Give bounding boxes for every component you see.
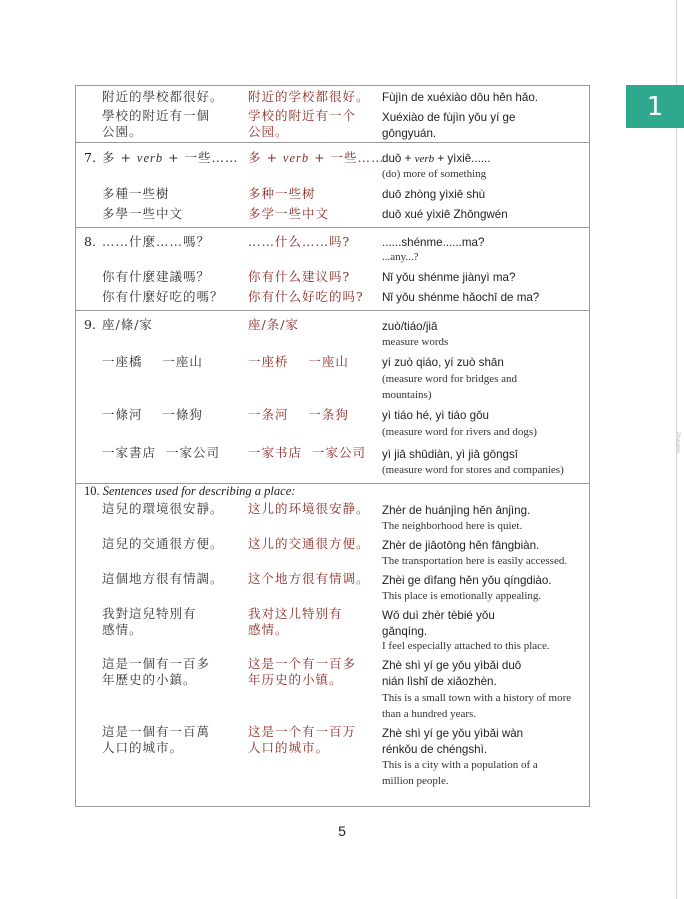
trad-text: 這兒的交通很方便。 <box>102 536 224 551</box>
pinyin-text: Zhè shì yí ge yǒu yìbǎi wàn rénkǒu de chéngshì. <box>382 727 524 756</box>
item-number: 8. <box>84 234 96 249</box>
trad-text: 學校的附近有一個 公園。 <box>102 108 211 139</box>
simp-text: 你有什么建议吗? <box>248 269 351 284</box>
pinyin-text: Zhèr de huánjìng hěn ānjìng. <box>382 504 531 517</box>
pattern-pre: 多 + <box>102 150 137 165</box>
trad-text: 多種一些樹 <box>102 186 170 201</box>
english-gloss: The neighborhood here is quiet. <box>382 520 523 532</box>
chapter-tab[interactable] <box>626 85 684 128</box>
english-gloss: (measure word for stores and companies) <box>382 464 564 476</box>
pattern-verb: verb <box>136 151 164 165</box>
simp-pattern: 座/条/家 <box>248 317 299 332</box>
trad-text: 這是一個有一百萬 人口的城市。 <box>102 724 211 755</box>
simp-pattern: ……什么……吗? <box>248 234 351 249</box>
english-gloss: ...any...? <box>382 251 419 263</box>
english-gloss: (measure word for bridges and mountains) <box>382 373 518 401</box>
simp-text: 这个地方很有情调。 <box>248 571 370 586</box>
heading-text: Sentences used for describing a place: <box>102 484 296 498</box>
pinyin-text: Xuéxiào de fùjìn yǒu yí ge gōngyuán. <box>382 111 516 140</box>
pinyin-text: Fùjìn de xuéxiào dōu hěn hǎo. <box>382 91 538 104</box>
pinyin-text: Zhè shì yí ge yǒu yìbǎi duō nián lìshǐ de xiǎozhèn. <box>382 659 522 688</box>
simp-text: 这儿的交通很方便。 <box>248 536 370 551</box>
simp-text: 你有什么好吃的吗? <box>248 289 364 304</box>
grammar-table <box>75 85 590 807</box>
english-gloss: (measure word for rivers and dogs) <box>382 426 537 438</box>
pinyin-pattern: ......shénme......ma? <box>382 236 485 249</box>
simp-text: 这是一个有一百多 年历史的小镇。 <box>248 656 357 687</box>
english-gloss: The transportation here is easily accessed. <box>382 555 568 567</box>
chapter-number: 1 <box>646 91 664 122</box>
section-9 <box>76 311 589 484</box>
pattern-pre: 多 + <box>248 150 283 165</box>
english-gloss: measure words <box>382 336 449 348</box>
trad-text: 這兒的環境很安靜。 <box>102 501 224 516</box>
trad-text: 一座橋 一座山 <box>102 354 203 369</box>
pinyin-text: duō zhòng yìxiē shù <box>382 188 486 201</box>
trad-text: 多學一些中文 <box>102 206 184 221</box>
simp-text: 多种一些树 <box>248 186 316 201</box>
item-number: 9. <box>84 317 96 332</box>
simp-text: 我对这儿特别有 感情。 <box>248 606 343 637</box>
pattern-post: + 一些…… <box>163 150 239 165</box>
section-7 <box>76 143 589 228</box>
item-number: 10. <box>84 484 100 498</box>
trad-pattern: ……什麼……嗎？ <box>102 234 211 249</box>
trad-text: 這個地方很有情調。 <box>102 571 224 586</box>
section-heading <box>84 484 295 499</box>
simp-text: 多学一些中文 <box>248 206 330 221</box>
pinyin-text: Nǐ yǒu shénme jiànyì ma? <box>382 271 516 284</box>
trad-pattern <box>102 150 239 166</box>
simp-text: 这儿的环境很安静。 <box>248 501 370 516</box>
english-gloss: This is a small town with a history of more than a hundred years. <box>382 692 572 720</box>
pinyin-text: duō xué yìxiē Zhōngwén <box>382 208 508 221</box>
simp-text: 这是一个有一百万 人口的城市。 <box>248 724 357 755</box>
trad-text: 我對這兒特別有 感情。 <box>102 606 197 637</box>
pinyin-text: yì jiā shūdiàn, yì jiā gōngsī <box>382 448 518 461</box>
pattern-pre: duō + <box>382 152 415 165</box>
page-number: 5 <box>338 823 346 839</box>
trad-text: 一家書店 一家公司 <box>102 445 220 460</box>
english-gloss: This is a city with a population of a million people. <box>382 759 538 787</box>
pattern-post: + 一些…… <box>309 150 385 165</box>
trad-text: 你有什麼建議嗎？ <box>102 269 211 284</box>
simp-text: 一条河 一条狗 <box>248 407 349 422</box>
english-gloss: (do) more of something <box>382 168 487 180</box>
english-gloss: This place is emotionally appealing. <box>382 590 542 602</box>
pattern-post: + yìxiē...... <box>434 152 491 165</box>
trad-text: 你有什麼好吃的嗎？ <box>102 289 224 304</box>
english-gloss: I feel especially attached to this place. <box>382 640 550 652</box>
trad-text: 一條河 一條狗 <box>102 407 203 422</box>
pinyin-text: Nǐ yǒu shénme hǎochī de ma? <box>382 291 540 304</box>
pinyin-text: Zhèr de jiāotōng hěn fāngbiàn. <box>382 539 540 552</box>
section-8 <box>76 228 589 311</box>
margin-note: Zhongwen <box>676 432 681 454</box>
trad-pattern: 座/條/家 <box>102 317 153 332</box>
item-number: 7. <box>84 150 96 165</box>
pinyin-text: yì tiáo hé, yì tiáo gǒu <box>382 409 489 422</box>
pinyin-text: Zhèi ge dìfang hěn yǒu qíngdiào. <box>382 574 552 587</box>
pinyin-text: Wǒ duì zhèr tèbié yǒu gǎnqíng. <box>382 609 495 638</box>
pattern-verb: verb <box>282 151 310 165</box>
pinyin-text: yí zuò qiáo, yí zuò shān <box>382 356 504 369</box>
simp-pattern <box>248 150 385 166</box>
section-continued <box>76 86 589 143</box>
pinyin-pattern <box>382 151 491 167</box>
simp-text: 一座桥 一座山 <box>248 354 349 369</box>
trad-text: 附近的學校都很好。 <box>102 89 224 104</box>
trad-text: 這是一個有一百多 年歷史的小鎮。 <box>102 656 211 687</box>
simp-text: 附近的学校都很好。 <box>248 89 370 104</box>
simp-text: 学校的附近有一个 公园。 <box>248 108 357 139</box>
pinyin-pattern: zuò/tiáo/jiā <box>382 320 438 333</box>
section-10 <box>76 484 589 806</box>
simp-text: 一家书店 一家公司 <box>248 445 366 460</box>
pattern-verb: verb <box>414 153 435 165</box>
